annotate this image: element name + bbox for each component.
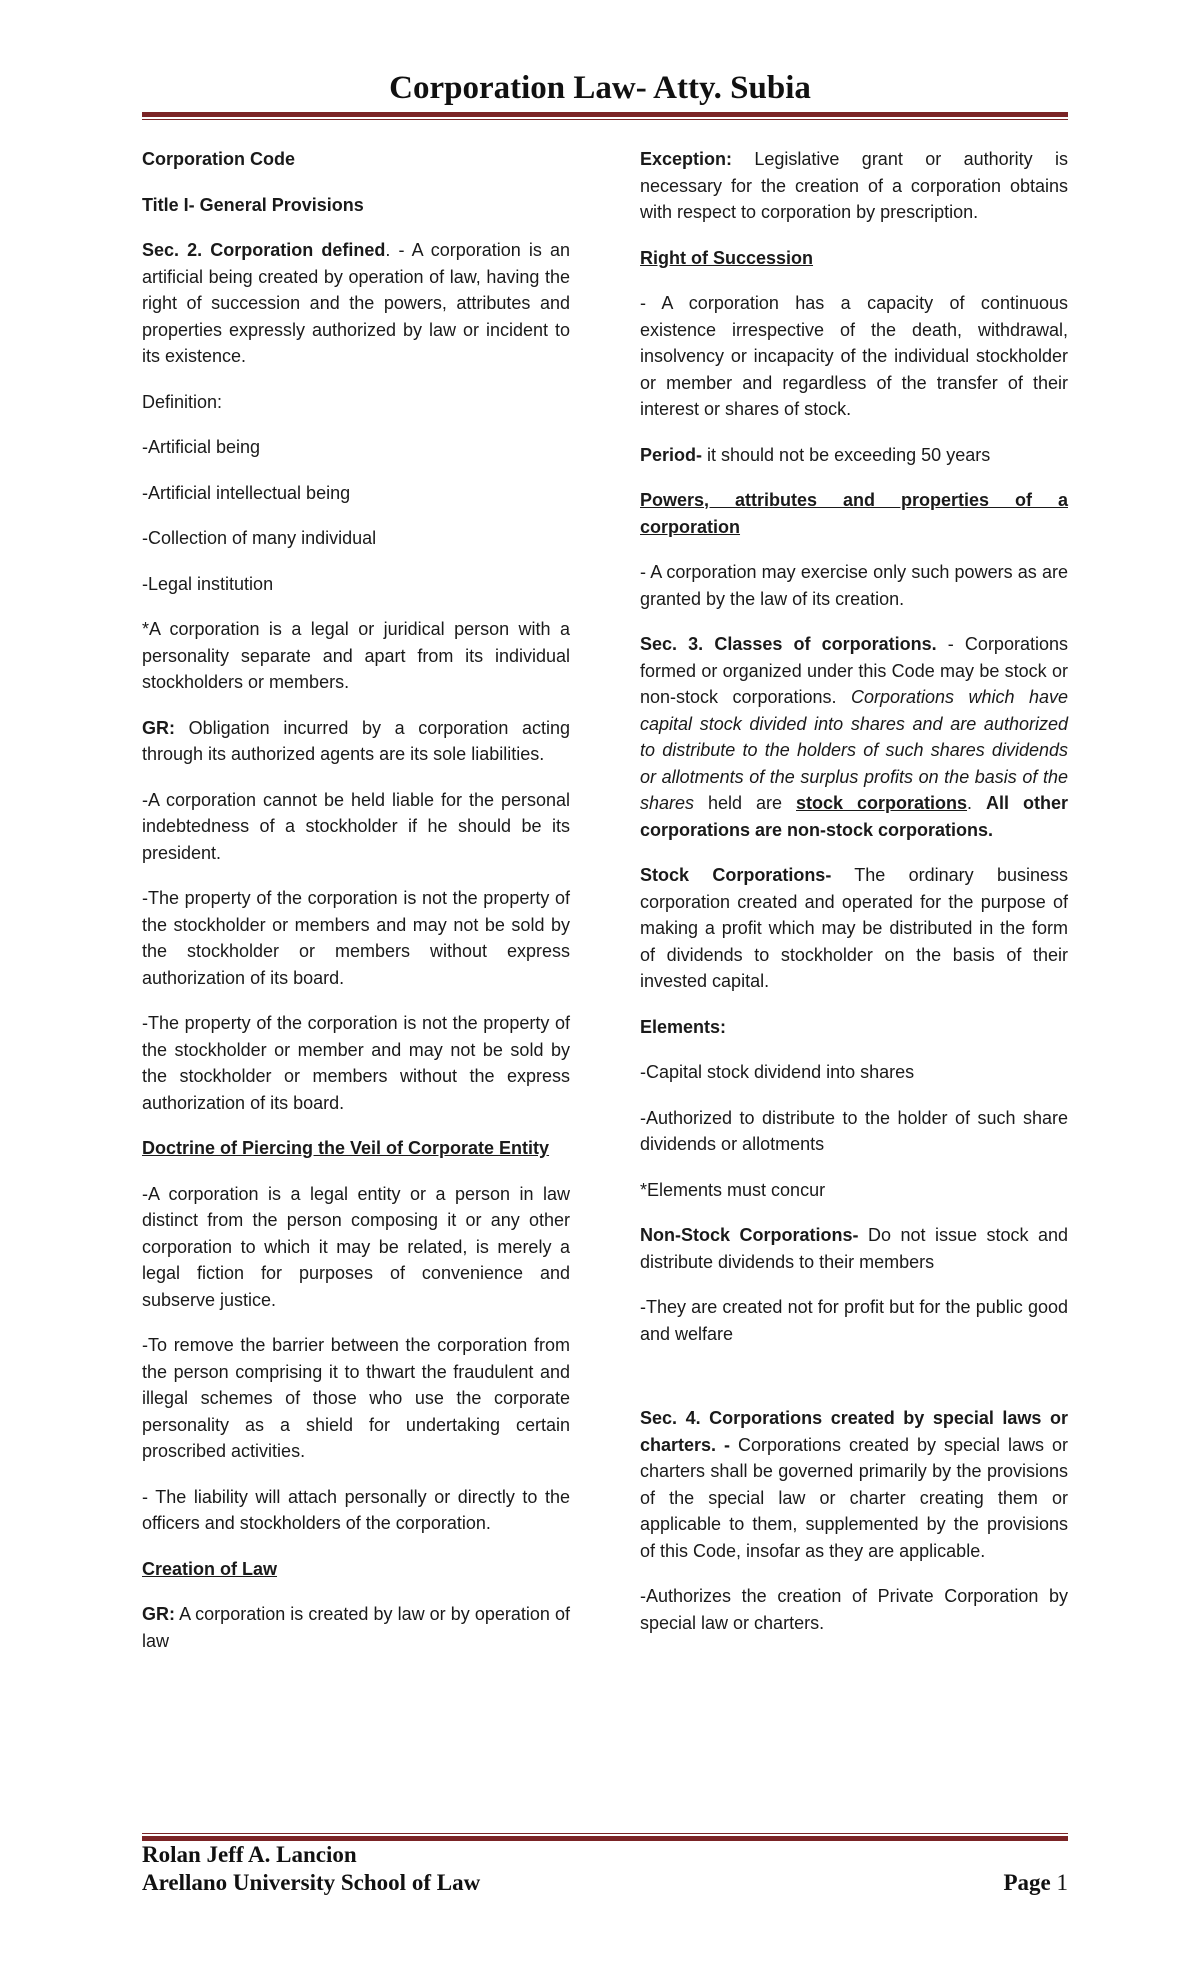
nonstock-label: Non-Stock Corporations- xyxy=(640,1225,859,1245)
gr-label: GR: xyxy=(142,717,175,738)
gr-paragraph: GR: A corporation is created by law or by operation of law xyxy=(142,1604,570,1651)
sec2-label: Sec. 2. Corporation defined xyxy=(142,240,386,260)
page-number: Page 1 xyxy=(1003,1870,1068,1895)
body-paragraph: - The liability will attach personally or directly to the officers and stockholders of the corporation. xyxy=(142,1486,570,1533)
left-column xyxy=(142,146,570,1673)
element-item: -Authorized to distribute to the holder of such share dividends or allotments xyxy=(640,1107,1068,1154)
body-paragraph: -The property of the corporation is not the property of the stockholder or member and may not be sold by the stockholder or members without the express authorization of its board. xyxy=(142,1013,570,1113)
sec4-paragraph: Sec. 4. Corporations created by special laws or charters. - Corporations created by special laws or charters shall be governed primarily by the provisions of the special law or charter creating them or applicable to them, supplemented by the provisions of this Code, insofar as they are applicable. xyxy=(640,1408,1068,1561)
nonstock-paragraph: Non-Stock Corporations- Do not issue stock and distribute dividends to their members xyxy=(640,1225,1068,1272)
definition-item: -Artificial intellectual being xyxy=(142,482,351,503)
page-header-title: Corporation Law- Atty. Subia xyxy=(389,70,811,106)
heading-title-i: Title I- General Provisions xyxy=(142,194,364,215)
sec2-paragraph: Sec. 2. Corporation defined. - A corporation is an artificial being created by operation of law, having the right of succession and the powers, attributes and properties expressly authorized by law or incident to its existence. xyxy=(142,240,570,366)
stock-corporations-term: stock corporations xyxy=(796,793,968,813)
definition-item: -Artificial being xyxy=(142,437,261,457)
creation-heading: Creation of Law xyxy=(142,1558,278,1579)
gr-paragraph: GR: Obligation incurred by a corporation acting through its authorized agents are its sole liabilities. xyxy=(142,717,570,764)
sec4-label: Sec. 4. Corporations created by special laws or charters. - xyxy=(640,1408,1068,1455)
footer-school: Arellano University School of Law xyxy=(142,1870,481,1895)
body-paragraph: -A corporation is a legal entity or a person in law distinct from the person composing it or any other corporation to which it may be related, is merely a legal fiction for purposes of convenience and subserve justice. xyxy=(142,1183,570,1310)
sec3-label: Sec. 3. Classes of corporations. xyxy=(640,634,937,654)
footer-author: Rolan Jeff A. Lancion xyxy=(142,1842,357,1867)
body-paragraph: - A corporation has a capacity of continuous existence irrespective of the death, withdrawal, insolvency or incapacity of the individual stockholder or member and regardless of the transfer of their interest or shares of stock. xyxy=(640,293,1068,419)
exception-label: Exception: xyxy=(640,149,733,169)
element-item: -Capital stock dividend into shares xyxy=(640,1062,915,1082)
period-paragraph: Period- it should not be exceeding 50 years xyxy=(640,444,991,465)
stock-paragraph: Stock Corporations- The ordinary business corporation created and operated for the purpose of making a profit which may be distributed in the form of dividends to stockholder on the basis of their invested capital. xyxy=(640,865,1068,991)
sec3-paragraph: Sec. 3. Classes of corporations. - Corporations formed or organized under this Code may be stock or non-stock corporations. Corporations which have capital stock divided into shares and are authorized to distribute to the holders of such shares dividends or allotments of the surplus profits on the basis of the shares held are stock corporations. All other corporations are non-stock corporations. xyxy=(640,634,1069,840)
body-paragraph: -The property of the corporation is not the property of the stockholder or members and may not be sold by the stockholder or members without express authorization of its board. xyxy=(142,888,570,988)
definition-label: Definition: xyxy=(142,391,223,412)
footer-rule xyxy=(142,1833,1068,1841)
heading-corporation-code: Corporation Code xyxy=(142,149,295,169)
powers-heading: Powers, attributes and properties of a corporation xyxy=(640,490,1068,537)
body-paragraph: -To remove the barrier between the corporation from the person comprising it to thwart the fraudulent and illegal schemes of those who use the corporate personality as a shield for undertaking certain proscribed activities. xyxy=(142,1335,570,1461)
note-paragraph: *A corporation is a legal or juridical person with a personality separate and apart from its individual stockholders or members. xyxy=(142,619,570,692)
header-rule xyxy=(142,112,1068,120)
element-note: *Elements must concur xyxy=(640,1179,826,1200)
succession-heading: Right of Succession xyxy=(640,247,814,268)
body-paragraph: - A corporation may exercise only such powers as are granted by the law of its creation. xyxy=(640,562,1068,609)
body-paragraph: -They are created not for profit but for the public good and welfare xyxy=(640,1297,1068,1344)
period-label: Period- xyxy=(640,444,703,465)
body-paragraph: -Authorizes the creation of Private Corporation by special law or charters. xyxy=(640,1586,1068,1633)
elements-heading: Elements: xyxy=(640,1016,727,1037)
doctrine-heading: Doctrine of Piercing the Veil of Corporate Entity xyxy=(142,1138,550,1158)
right-column xyxy=(640,146,1068,1655)
definition-item: -Legal institution xyxy=(142,573,274,594)
exception-paragraph: Exception: Legislative grant or authority is necessary for the creation of a corporation obtains with respect to corporation by prescription. xyxy=(640,149,1068,222)
stock-label: Stock Corporations- xyxy=(640,865,832,885)
body-paragraph: -A corporation cannot be held liable for the personal indebtedness of a stockholder if he should be its president. xyxy=(142,789,570,863)
definition-item: -Collection of many individual xyxy=(142,528,377,548)
gr-label: GR: xyxy=(142,1604,175,1624)
